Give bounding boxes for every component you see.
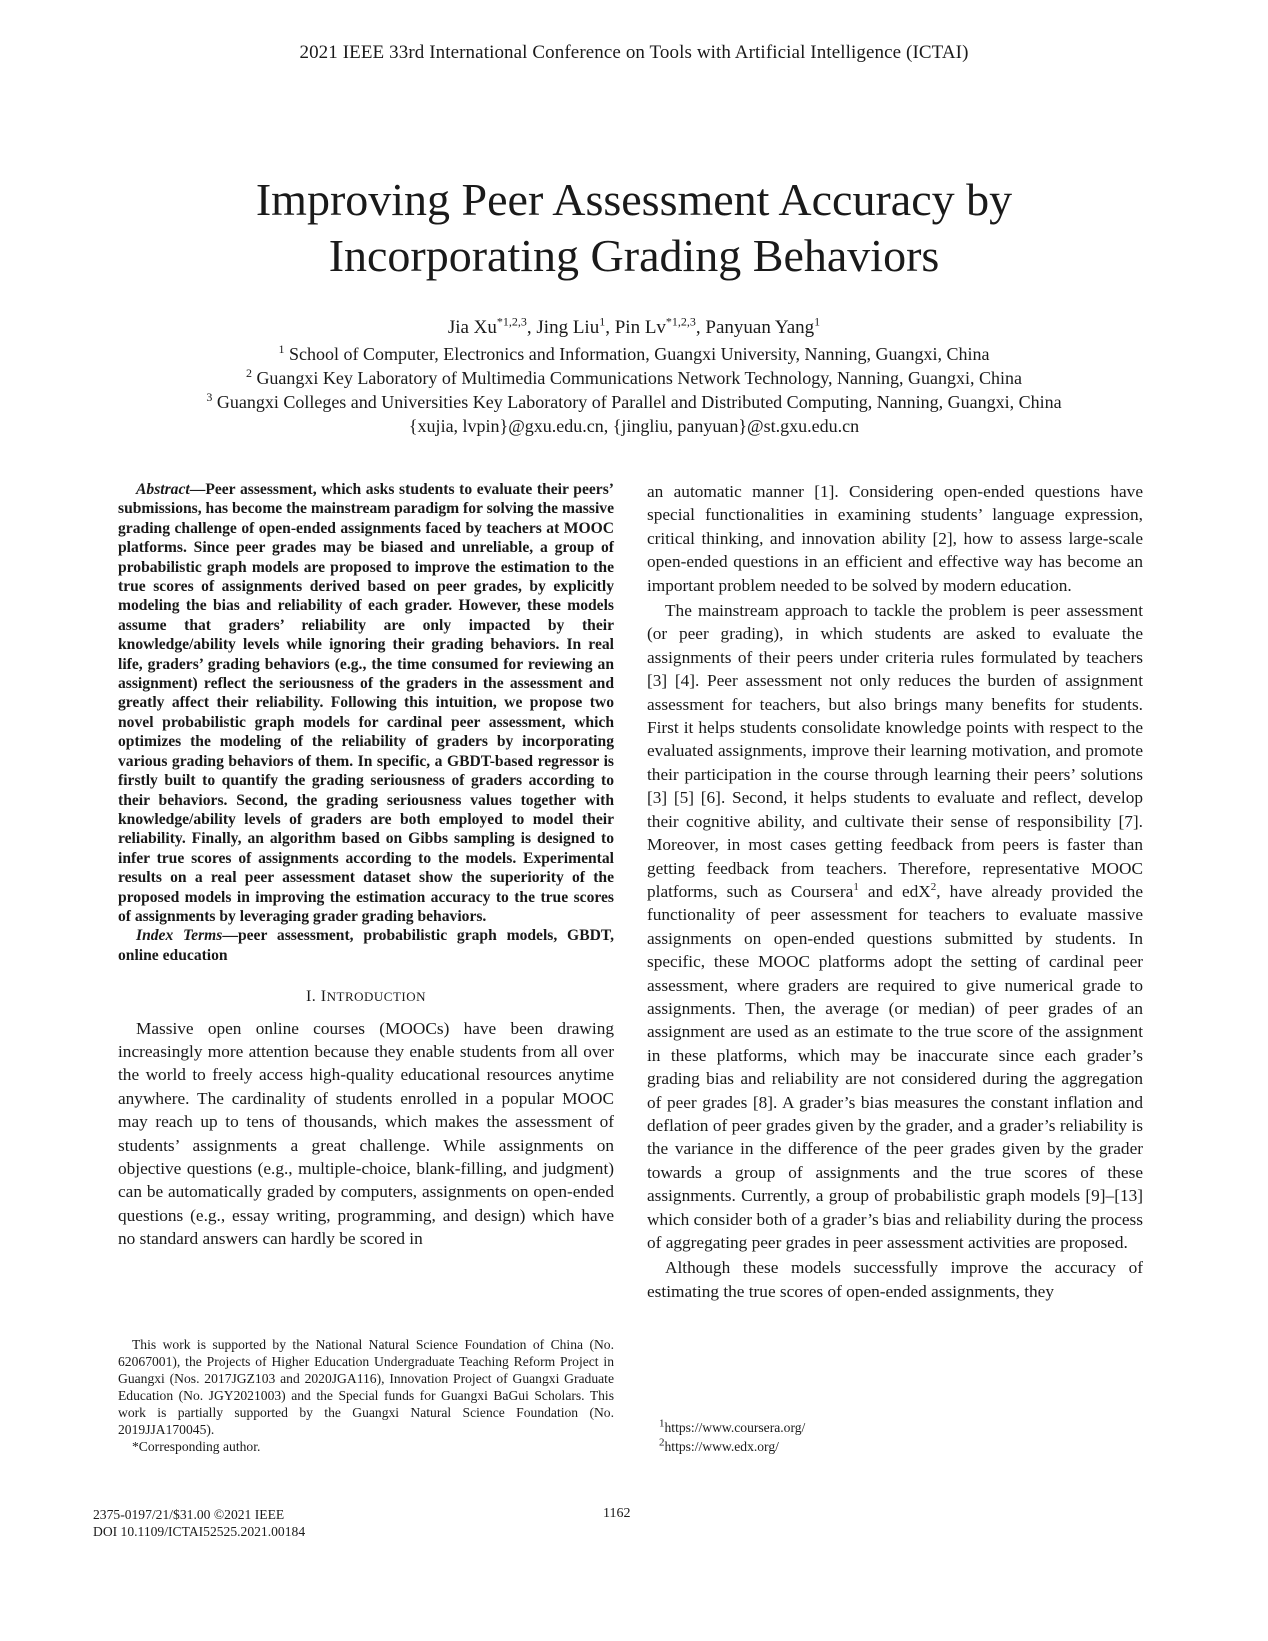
affiliation-2	[0, 366, 1268, 390]
index-terms-label: Index Terms	[136, 927, 223, 945]
author-name: Panyuan Yang	[705, 317, 815, 338]
copyright-line: 2375-0197/21/$31.00 ©2021 IEEE	[93, 1507, 285, 1522]
affiliation-marker: 3	[206, 390, 213, 404]
affiliation-text: Guangxi Key Laboratory of Multimedia Communications Network Technology, Nanning, Guangxi, China	[256, 368, 1023, 388]
section-title: NTRODUCTION	[326, 989, 427, 1005]
author-affiliation-marker: 1	[599, 314, 606, 329]
abstract-label: Abstract	[136, 481, 190, 498]
body-paragraph: an automatic manner [1]. Considering open-ended questions have special functionalities in examining students’ language expression, critical thinking, and innovation ability [2], how to assess large-scale open-ended questions in an efficient and effective way has become an important problem needed to be solved by modern education.	[647, 482, 1143, 595]
index-terms-text: —peer assessment, probabilistic graph models, GBDT, online education	[118, 927, 614, 964]
conference-header: 2021 IEEE 33rd International Conference on Tools with Artificial Intelligence (ICTAI)	[299, 42, 969, 63]
affiliation-marker: 1	[278, 342, 285, 356]
author-affiliation-marker: *1,2,3	[496, 314, 527, 329]
page-number: 1162	[603, 1506, 631, 1521]
footnote-number: 2	[659, 1436, 665, 1449]
footnote-url[interactable]: https://www.coursera.org/	[664, 1420, 806, 1435]
author-block	[0, 316, 1268, 438]
footnote-marker: 2	[930, 881, 937, 894]
body-text: , have already provided the functionality of peer assessment for teachers to evaluate massive assignments on open-ended questions submitted by students. In specific, these MOOC platforms adopt the setting of cardinal peer assessment, where graders are required to give numerical grade to assignments. Then, the average (or median) of peer grades of an assignment are used as an estimate to the true score of the assignment in these platforms, which may be inaccurate since each grader’s grading bias and reliability are not considered during the aggregation of peer grades [8]. A grader’s bias measures the constant inflation and deflation of peer grades given by the grader, and a grader’s reliability is the variance in the difference of the peer grades given by the grader towards a group of assignments and the true scores of these assignments. Currently, a group of probabilistic graph models [9]–[13] which consider both of a grader’s bias and reliability during the process of aggregating peer grades in peer assessment activities are proposed.	[647, 881, 1143, 1252]
section-heading-introduction	[118, 985, 614, 1008]
body-paragraph: Although these models successfully improve the accuracy of estimating the true scores of open-ended assignments, they	[647, 1258, 1143, 1301]
footnote-number: 1	[659, 1417, 665, 1430]
doi-line: DOI 10.1109/ICTAI52525.2021.00184	[93, 1524, 306, 1539]
author-separator: ,	[695, 317, 706, 338]
footnote-marker: 1	[853, 881, 859, 894]
affiliation-text: Guangxi Colleges and Universities Key Laboratory of Parallel and Distributed Computing, Nanning, Guangxi, China	[216, 392, 1062, 412]
author-names	[0, 316, 1268, 340]
abstract-paragraph	[118, 480, 614, 926]
right-column	[647, 480, 1143, 1303]
body-paragraph	[647, 599, 1143, 1254]
author-emails: {xujia, lvpin}@gxu.edu.cn, {jingliu, panyuan}@st.gxu.edu.cn	[408, 416, 860, 436]
author-separator: ,	[526, 317, 537, 338]
abstract	[118, 480, 614, 965]
author-affiliation-marker: 1	[814, 314, 821, 329]
author-name: Pin Lv	[614, 317, 666, 338]
url-footnotes	[647, 1418, 1143, 1456]
footnote-url[interactable]: https://www.edx.org/	[664, 1439, 779, 1454]
footnote-edx[interactable]	[647, 1437, 1143, 1456]
affiliation-marker: 2	[245, 366, 252, 380]
author-name: Jing Liu	[536, 317, 600, 338]
author-affiliation-marker: *1,2,3	[665, 314, 696, 329]
affiliation-3	[0, 390, 1268, 414]
left-column	[118, 480, 614, 1251]
funding-note: This work is supported by the National Natural Science Foundation of China (No. 62067001), the Projects of Higher Education Undergraduate Teaching Reform Project in Guangxi (Nos. 2017JGZ103 and 2020JGA116), Innovation Project of Guangxi Graduate Education (No. JGY2021003) and the Special funds for Guangxi BaGui Scholars. This work is partially supported by the Guangxi Natural Science Foundation (No. 2019JJA170045).	[118, 1337, 614, 1437]
funding-footnote	[118, 1336, 614, 1455]
body-text: and edX	[858, 881, 931, 901]
body-text: The mainstream approach to tackle the problem is peer assessment (or peer grading), in which students are asked to evaluate the assignments of their peers under criteria rules formulated by teachers [3] [4]. Peer assessment not only reduces the burden of assignment assessment for teachers, but also brings many benefits for students. First it helps students consolidate knowledge points with respect to the evaluated assignments, improve their learning motivation, and promote their participation in the course through learning their peers’ solutions [3] [5] [6]. Second, it helps students to evaluate and reflect, develop their cognitive ability, and cultivate their sense of responsibility [7]. Moreover, in most cases getting feedback from peers is faster than getting feedback from teachers. Therefore, representative MOOC platforms, such as Coursera	[647, 601, 1143, 901]
footnote-coursera[interactable]	[647, 1418, 1143, 1437]
affiliation-1	[0, 342, 1268, 366]
abstract-text: —Peer assessment, which asks students to evaluate their peers’ submissions, has become the mainstream paradigm for solving the massive grading challenge of open-ended assignments faced by teachers at MOOC platforms. Since peer grades may be biased and unreliable, a group of probabilistic graph models are proposed to improve the estimation to the true scores of assignments derived based on peer grades, by explicitly modeling the bias and reliability of each grader. However, these models assume that graders’ reliability are only impacted by their knowledge/ability levels while ignoring their grading behaviors. In real life, graders’ grading behaviors (e.g., the time consumed for reviewing an assignment) reflect the seriousness of the graders in the assessment and greatly affect their reliability. Following this intuition, we propose two novel probabilistic graph models for cardinal peer assessment, which optimizes the modeling of the reliability of graders by incorporating various grading behaviors of them. In specific, a GBDT-based regressor is firstly built to quantify the grading seriousness of graders according to their behaviors. Second, the grading seriousness values together with knowledge/ability levels of graders are both employed to model their reliability. Finally, an algorithm based on Gibbs sampling is designed to infer true scores of assignments according to the models. Experimental results on a real peer assessment dataset show the superiority of the proposed models in improving the estimation accuracy to the true scores of assignments by leveraging grader grading behaviors.	[118, 481, 614, 925]
author-separator: ,	[605, 317, 615, 338]
corresponding-author-note: *Corresponding author.	[132, 1439, 261, 1454]
paper-title	[0, 172, 1268, 284]
author-name: Jia Xu	[447, 317, 497, 338]
body-paragraph: Massive open online courses (MOOCs) have been drawing increasingly more attention because they enable students from all over the world to freely access high-quality educational resources anytime anywhere. The cardinality of students enrolled in a popular MOOC may reach up to tens of thousands, which makes the assessment of students’ assignments a great challenge. While assignments on objective questions (e.g., multiple-choice, blank-filling, and judgment) can be automatically graded by computers, assignments on open-ended questions (e.g., essay writing, programming, and design) which have no standard answers can hardly be scored in	[118, 1018, 614, 1249]
index-terms-paragraph	[118, 926, 614, 965]
affiliation-text: School of Computer, Electronics and Information, Guangxi University, Nanning, Guangxi, China	[289, 344, 990, 364]
paper-title-line-1: Improving Peer Assessment Accuracy by	[255, 174, 1013, 225]
copyright-block	[93, 1506, 305, 1540]
paper-title-line-2: Incorporating Grading Behaviors	[328, 230, 940, 281]
section-number: I. I	[305, 988, 327, 1006]
